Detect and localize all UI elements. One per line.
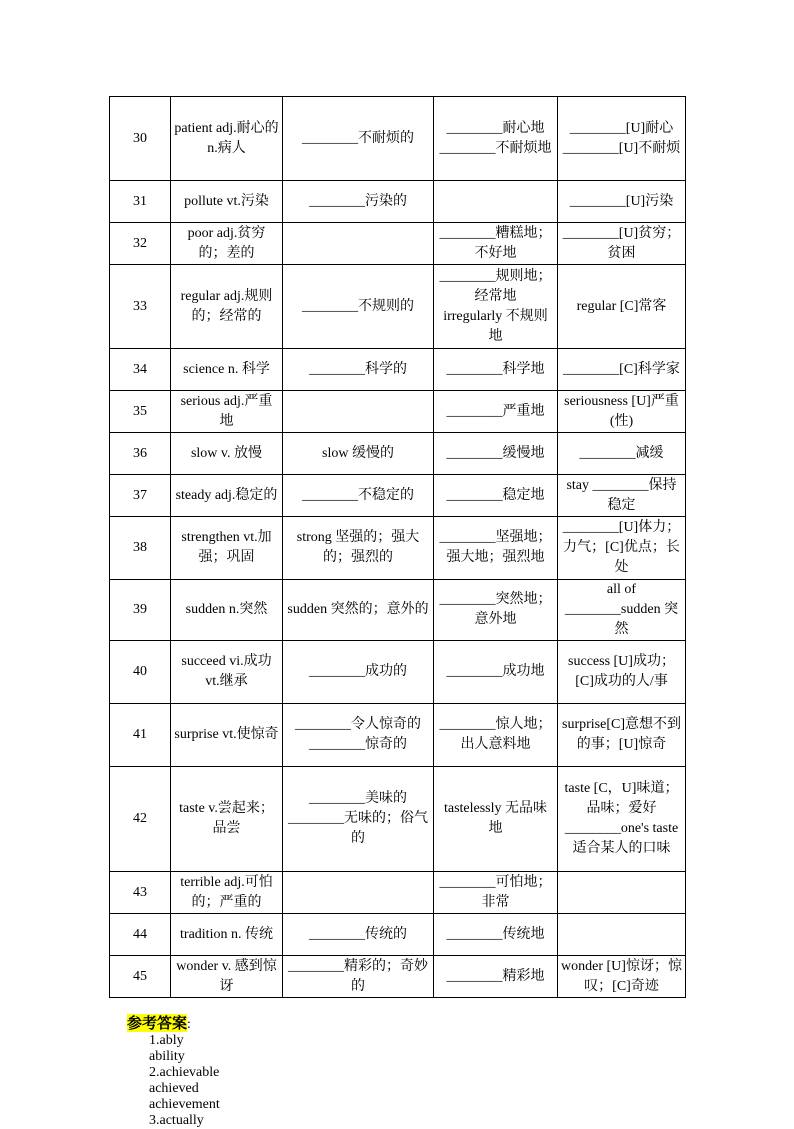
answer-item: achievement	[149, 1097, 220, 1112]
row-number: 37	[110, 475, 171, 517]
word-cell: terrible adj.可怕的；严重的	[171, 872, 283, 914]
noun-cell: ________减缓	[558, 433, 686, 475]
row-number: 40	[110, 641, 171, 704]
adjective-cell: ________科学的	[283, 349, 434, 391]
adjective-cell: ________不规则的	[283, 265, 434, 349]
row-number: 41	[110, 704, 171, 767]
word-cell: succeed vi.成功 vt.继承	[171, 641, 283, 704]
noun-cell: ________[C]科学家	[558, 349, 686, 391]
word-cell: sudden n.突然	[171, 580, 283, 641]
adjective-cell: ________令人惊奇的 ________惊奇的	[283, 704, 434, 767]
word-cell: science n. 科学	[171, 349, 283, 391]
word-cell: patient adj.耐心的 n.病人	[171, 97, 283, 181]
noun-cell: seriousness [U]严重(性)	[558, 391, 686, 433]
answer-item: 1.ably	[149, 1033, 184, 1048]
answer-item: ability	[149, 1049, 185, 1064]
word-cell: strengthen vt.加强；巩固	[171, 517, 283, 580]
adverb-cell: ________耐心地 ________不耐烦地	[434, 97, 558, 181]
noun-cell: regular [C]常客	[558, 265, 686, 349]
row-number: 44	[110, 914, 171, 956]
adverb-cell: ________惊人地；出人意料地	[434, 704, 558, 767]
noun-cell: surprise[C]意想不到的事；[U]惊奇	[558, 704, 686, 767]
noun-cell: success [U]成功；[C]成功的人/事	[558, 641, 686, 704]
table-row	[110, 956, 686, 998]
noun-cell: all of ________sudden 突然	[558, 580, 686, 641]
adverb-cell: ________突然地；意外地	[434, 580, 558, 641]
table-row	[110, 580, 686, 641]
noun-cell: taste [C，U]味道；品味；爱好 ________one's taste 适合某人的口味	[558, 767, 686, 872]
row-number: 30	[110, 97, 171, 181]
adverb-cell: ________严重地	[434, 391, 558, 433]
adjective-cell: ________美味的 ________无味的；俗气的	[283, 767, 434, 872]
adverb-cell: ________可怕地；非常	[434, 872, 558, 914]
row-number: 34	[110, 349, 171, 391]
word-cell: taste v.尝起来；品尝	[171, 767, 283, 872]
vocab-table	[109, 96, 686, 998]
row-number: 31	[110, 181, 171, 223]
word-cell: poor adj.贫穷的；差的	[171, 223, 283, 265]
noun-cell: ________[U]耐心 ________[U]不耐烦	[558, 97, 686, 181]
row-number: 45	[110, 956, 171, 998]
adverb-cell: ________规则地；经常地 irregularly 不规则地	[434, 265, 558, 349]
noun-cell: ________[U]贫穷；贫困	[558, 223, 686, 265]
noun-cell: ________[U]体力；力气；[C]优点；长处	[558, 517, 686, 580]
table-row	[110, 223, 686, 265]
adjective-cell: ________不耐烦的	[283, 97, 434, 181]
adjective-cell: ________传统的	[283, 914, 434, 956]
table-row	[110, 391, 686, 433]
adjective-cell: ________污染的	[283, 181, 434, 223]
adjective-cell: sudden 突然的；意外的	[283, 580, 434, 641]
row-number: 35	[110, 391, 171, 433]
adjective-cell	[283, 391, 434, 433]
adjective-cell: ________精彩的；奇妙的	[283, 956, 434, 998]
noun-cell	[558, 872, 686, 914]
adverb-cell: tastelessly 无品味地	[434, 767, 558, 872]
table-row	[110, 349, 686, 391]
answer-key-label: 参考答案	[127, 1014, 188, 1032]
adverb-cell: ________缓慢地	[434, 433, 558, 475]
word-cell: steady adj.稳定的	[171, 475, 283, 517]
table-row	[110, 181, 686, 223]
row-number: 33	[110, 265, 171, 349]
noun-cell: ________[U]污染	[558, 181, 686, 223]
table-row	[110, 433, 686, 475]
adjective-cell: strong 坚强的；强大的；强烈的	[283, 517, 434, 580]
table-row	[110, 641, 686, 704]
adverb-cell: ________成功地	[434, 641, 558, 704]
table-row	[110, 872, 686, 914]
adverb-cell: ________传统地	[434, 914, 558, 956]
adverb-cell: ________糟糕地；不好地	[434, 223, 558, 265]
row-number: 42	[110, 767, 171, 872]
adverb-cell: ________坚强地；强大地；强烈地	[434, 517, 558, 580]
row-number: 38	[110, 517, 171, 580]
noun-cell	[558, 914, 686, 956]
noun-cell: stay ________保持稳定	[558, 475, 686, 517]
answer-item: 3.actually	[149, 1113, 204, 1128]
row-number: 39	[110, 580, 171, 641]
row-number: 43	[110, 872, 171, 914]
answer-key-colon: :	[187, 1017, 195, 1032]
adverb-cell	[434, 181, 558, 223]
table-body	[110, 97, 686, 998]
word-cell: tradition n. 传统	[171, 914, 283, 956]
table-row	[110, 914, 686, 956]
adverb-cell: ________稳定地	[434, 475, 558, 517]
answer-key	[120, 996, 220, 1129]
word-cell: slow v. 放慢	[171, 433, 283, 475]
adjective-cell: ________不稳定的	[283, 475, 434, 517]
word-cell: wonder v. 感到惊讶	[171, 956, 283, 998]
table-row	[110, 704, 686, 767]
noun-cell: wonder [U]惊讶；惊叹；[C]奇迹	[558, 956, 686, 998]
adjective-cell: ________成功的	[283, 641, 434, 704]
adverb-cell: ________科学地	[434, 349, 558, 391]
adjective-cell	[283, 223, 434, 265]
word-cell: surprise vt.使惊奇	[171, 704, 283, 767]
row-number: 32	[110, 223, 171, 265]
answer-item: achieved	[149, 1081, 199, 1096]
word-cell: pollute vt.污染	[171, 181, 283, 223]
word-cell: regular adj.规则的；经常的	[171, 265, 283, 349]
table-row	[110, 265, 686, 349]
table-row	[110, 475, 686, 517]
adverb-cell: ________精彩地	[434, 956, 558, 998]
table-row	[110, 517, 686, 580]
answer-item: 2.achievable	[149, 1065, 220, 1080]
row-number: 36	[110, 433, 171, 475]
adjective-cell	[283, 872, 434, 914]
table-row	[110, 97, 686, 181]
adjective-cell: slow 缓慢的	[283, 433, 434, 475]
table-row	[110, 767, 686, 872]
word-cell: serious adj.严重地	[171, 391, 283, 433]
